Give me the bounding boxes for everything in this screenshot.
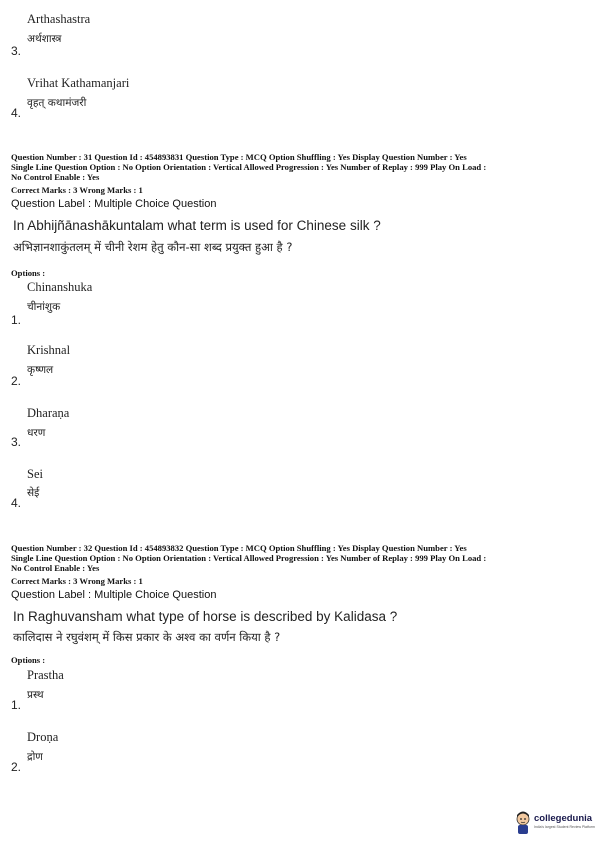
option-text-hi: वृहत् कथामंजरी xyxy=(27,97,87,109)
option-text-hi: सेई xyxy=(27,487,40,499)
mascot-icon xyxy=(514,811,532,835)
question-meta-line: No Control Enable : Yes xyxy=(11,563,100,573)
option-text-en: Dharaṇa xyxy=(27,406,70,420)
question-text-en: In Abhijñānashākuntalam what term is used for Chinese silk ? xyxy=(13,218,381,233)
question-text-hi: अभिज्ञानशाकुंतलम् में चीनी रेशम हेतु कौन-सा शब्द प्रयुक्त हुआ है ? xyxy=(13,240,293,254)
question-meta-line: Question Number : 32 Question Id : 454893832 Question Type : MCQ Option Shuffling : Yes Display Question Number : Yes xyxy=(11,543,467,553)
option-text-en: Sei xyxy=(27,467,43,481)
logo-name: collegedunia xyxy=(534,813,593,824)
option-number: 1. xyxy=(11,698,22,712)
question-meta-line: Single Line Question Option : No Option Orientation : Vertical Allowed Progression : Yes Number of Replay : 999 Play On Load : xyxy=(11,162,487,172)
question-label: Question Label : Multiple Choice Question xyxy=(11,589,217,601)
options-label: Options : xyxy=(11,268,46,278)
question-meta-line: No Control Enable : Yes xyxy=(11,172,100,182)
options-label: Options : xyxy=(11,655,46,665)
option-text-en: Chinanshuka xyxy=(27,280,93,294)
option-number: 3. xyxy=(11,435,22,449)
question-meta-line: Single Line Question Option : No Option Orientation : Vertical Allowed Progression : Yes Number of Replay : 999 Play On Load : xyxy=(11,553,487,563)
option-number: 4. xyxy=(11,106,22,120)
option-number: 2. xyxy=(11,374,22,388)
question-label: Question Label : Multiple Choice Question xyxy=(11,198,217,210)
option-number: 1. xyxy=(11,313,22,327)
collegedunia-logo xyxy=(514,810,595,836)
option-text-hi: द्रोण xyxy=(27,751,43,763)
question-text-en: In Raghuvansham what type of horse is described by Kalidasa ? xyxy=(13,609,398,624)
option-text-en: Prastha xyxy=(27,668,64,682)
option-text-hi: धरण xyxy=(27,427,46,439)
option-text-hi: कृष्णल xyxy=(27,364,54,376)
question-marks: Correct Marks : 3 Wrong Marks : 1 xyxy=(11,185,143,195)
question-marks: Correct Marks : 3 Wrong Marks : 1 xyxy=(11,576,143,586)
option-number: 3. xyxy=(11,44,22,58)
option-text-hi: अर्थशास्त्र xyxy=(27,33,62,45)
option-text-en: Droṇa xyxy=(27,730,59,744)
logo-tagline: India's largest Student Review Platform xyxy=(534,825,595,829)
option-number: 4. xyxy=(11,496,22,510)
option-text-en: Krishnal xyxy=(27,343,71,357)
question-meta-line: Question Number : 31 Question Id : 454893831 Question Type : MCQ Option Shuffling : Yes Display Question Number : Yes xyxy=(11,152,467,162)
option-text-en: Vrihat Kathamanjari xyxy=(27,76,130,90)
option-text-en: Arthashastra xyxy=(27,12,91,26)
option-text-hi: प्रस्थ xyxy=(27,689,44,701)
option-text-hi: चीनांशुक xyxy=(27,301,61,313)
question-text-hi: कालिदास ने रघुवंशम् में किस प्रकार के अश्व का वर्णन किया है ? xyxy=(13,630,281,644)
option-number: 2. xyxy=(11,760,22,774)
